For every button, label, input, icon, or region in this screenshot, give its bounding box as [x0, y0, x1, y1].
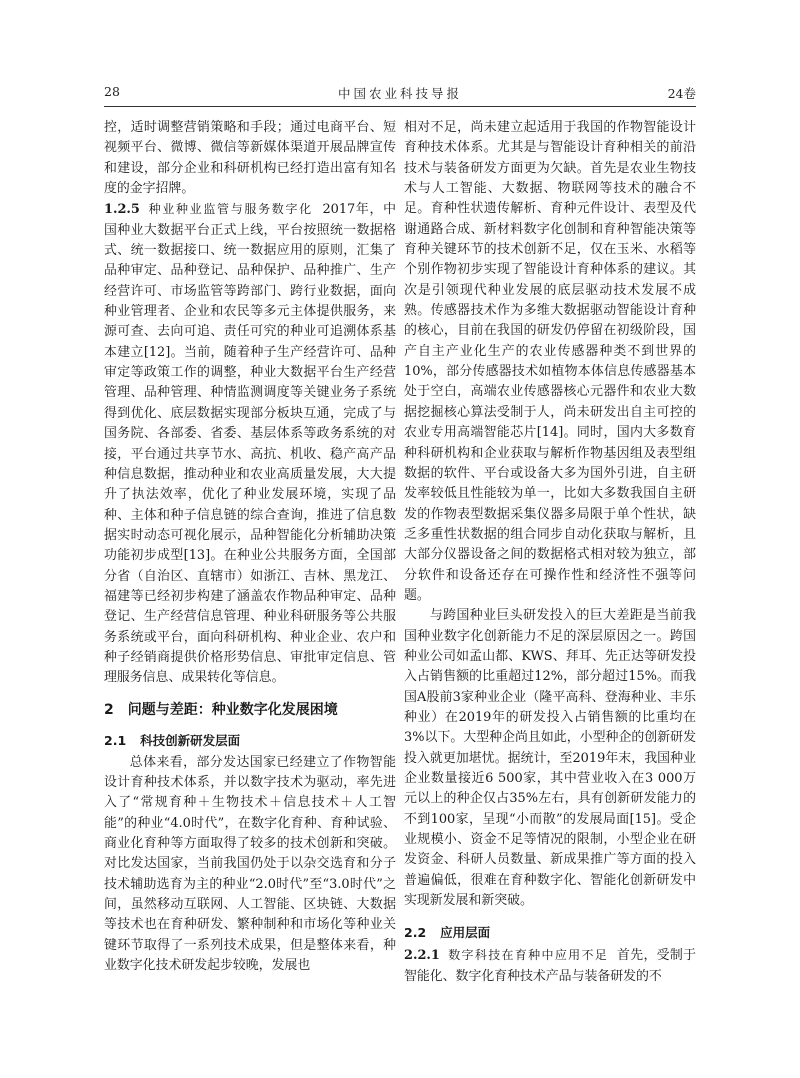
running-header: [104, 84, 696, 106]
header-rule: [104, 106, 696, 107]
section-2-2-heading: 2.2 应用层面: [404, 925, 491, 941]
paragraph-continued: 控，适时调整营销策略和手段；通过电商平台、短视频平台、微博、微信等新媒体渠道开展品牌宣传和建设，部分企业和科研机构已经打造出富有知名度的金字招牌。: [104, 120, 396, 197]
paragraph-continued-right: 相对不足，尚未建立起适用于我国的作物智能设计育种技术体系。尤其是与智能设计育种相关的前沿技术与装备研发方面更为欠缺。首先是农业生物技术与人工智能、大数据、物联网等技术的融合不足。育种性状遗传解析、育种元件设计、表型及代谢通路合成、新材料数字化创制和育种智能决策等育种关键环节的技术创新不足，仅在玉米、水稻等个别作物初步实现了智能设计育种体系的建议。其次是引领现代种业发展的底层驱动技术发展不成熟。传感器技术作为多维大数据驱动智能设计育种的核心，目前在我国的研发仍停留在初级阶段，国产自主产业化生产的农业传感器种类不到世界的10%，部分传感器技术如植物本体信息传感器基本处于空白，高端农业传感器核心元器件和农业大数据挖掘核心算法受制于人，尚未研发出自主可控的农业专用高端智能芯片[14]。同时，国内大多数育种科研机构和企业获取与解析作物基因组及表型组数据的软件、平台或设备大多为国外引进，自主研发率较低且性能较为单一，比如大多数我国自主研发的作物表型数据采集仪器多局限于单个性状，缺乏多重性状数据的组合同步自动化获取与解析，且大部分仪器设备之间的数据格式相对较为独立，部分软件和设备还存在可操作性和经济性不强等问题。: [404, 120, 696, 603]
section-2-1-heading: 2.1 科技创新研发层面: [104, 732, 241, 748]
section-1-2-5: [104, 199, 396, 688]
section-2-2-1: [404, 945, 696, 987]
left-column: [104, 118, 396, 976]
section-2-2-1-text: 首先，受制于智能化、数字化育种技术产品与装备研发的不: [404, 948, 696, 984]
paragraph-2-1: 总体来看，部分发达国家已经建立了作物智能设计育种技术体系，并以数字技术为驱动，率先进入了“常规育种＋生物技术＋信息技术＋人工智能”的种业“4.0时代”，在数字化育种、育种试验、商业化育种等方面取得了较多的技术创新和突破。对比发达国家，当前我国仍处于以杂交选育和分子技术辅助选育为主的种业“2.0时代”至“3.0时代”之间，虽然移动互联网、人工智能、区块链、大数据等技术也在育种研发、繁种制种和市场化等种业关键环节取得了一系列技术成果，但是整体来看，种业数字化技术研发起步较晚，发展也: [104, 754, 396, 974]
volume-label: 24卷: [667, 86, 696, 101]
journal-title: 中国农业科技导报: [337, 86, 462, 101]
section-1-2-5-heading: 1.2.5 种业种业监管与服务数字化: [104, 202, 313, 218]
page-number: 28: [104, 84, 120, 99]
section-1-2-5-text: 2017年，中国种业大数据平台正式上线，平台按照统一数据格式、统一数据接口、统一数据应用的原则，汇集了品种审定、品种登记、品种保护、品种推广、生产经营许可、市场监管等跨部门、跨行业数据，面向种业管理者、企业和农民等多元主体提供服务，来源可查、去向可追、责任可究的种业可追溯体系基本建立[12]。当前，随着种子生产经营许可、品种审定等政策工作的调整，种业大数据平台生产经营管理、品种管理、种情监测调度等关键业务子系统得到优化、底层数据实现部分板块互通，完成了与国务院、各部委、省委、基层体系等政务系统的对接，平台通过共享节水、高抗、机收、稳产高产品种信息数据，推动种业和农业高质量发展，大大提升了执法效率，优化了种业发展环境，实现了品种、主体和种子信息链的综合查询，推进了信息数据实时动态可视化展示，品种智能化分析辅助决策功能初步成型[13]。在种业公共服务方面，全国部分省（自治区、直辖市）如浙江、吉林、黑龙江、福建等已经初步构建了涵盖农作物品种审定、品种登记、生产经营信息管理、种业科研服务等公共服务系统或平台，面向科研机构、种业企业、农户和种子经销商提供价格形势信息、审批审定信息、管理服务信息、成果转化等信息。: [104, 202, 396, 686]
right-column: [404, 118, 696, 987]
paragraph-investment-gap: 与跨国种业巨头研发投入的巨大差距是当前我国种业数字化创新能力不足的深层原因之一。跨国种业公司如孟山都、KWS、拜耳、先正达等研发投入占销售额的比重超过12%，部分超过15%。而我国A股前3家种业企业（隆平高科、登海种业、丰乐种业）在2019年的研发投入占销售额的比重均在3%以下。大型种企尚且如此，小型种企的创新研发投入就更加堪忧。据统计，至2019年末，我国种业企业数量接近6 500家，其中营业收入在3 000万元以上的种企仅占35%左右，具有创新研发能力的不到100家，呈现“小而散”的发展局面[15]。受企业规模小、资金不足等情况的限制，小型企业在研发资金、科研人员数量、新成果推广等方面的投入普遍偏低，很难在育种数字化、智能化创新研发中实现新发展和新突破。: [404, 608, 696, 909]
section-2-2-1-heading: 2.2.1 数字科技在育种中应用不足: [404, 948, 609, 964]
section-2-heading: 2 问题与差距：种业数字化发展困境: [104, 701, 338, 718]
